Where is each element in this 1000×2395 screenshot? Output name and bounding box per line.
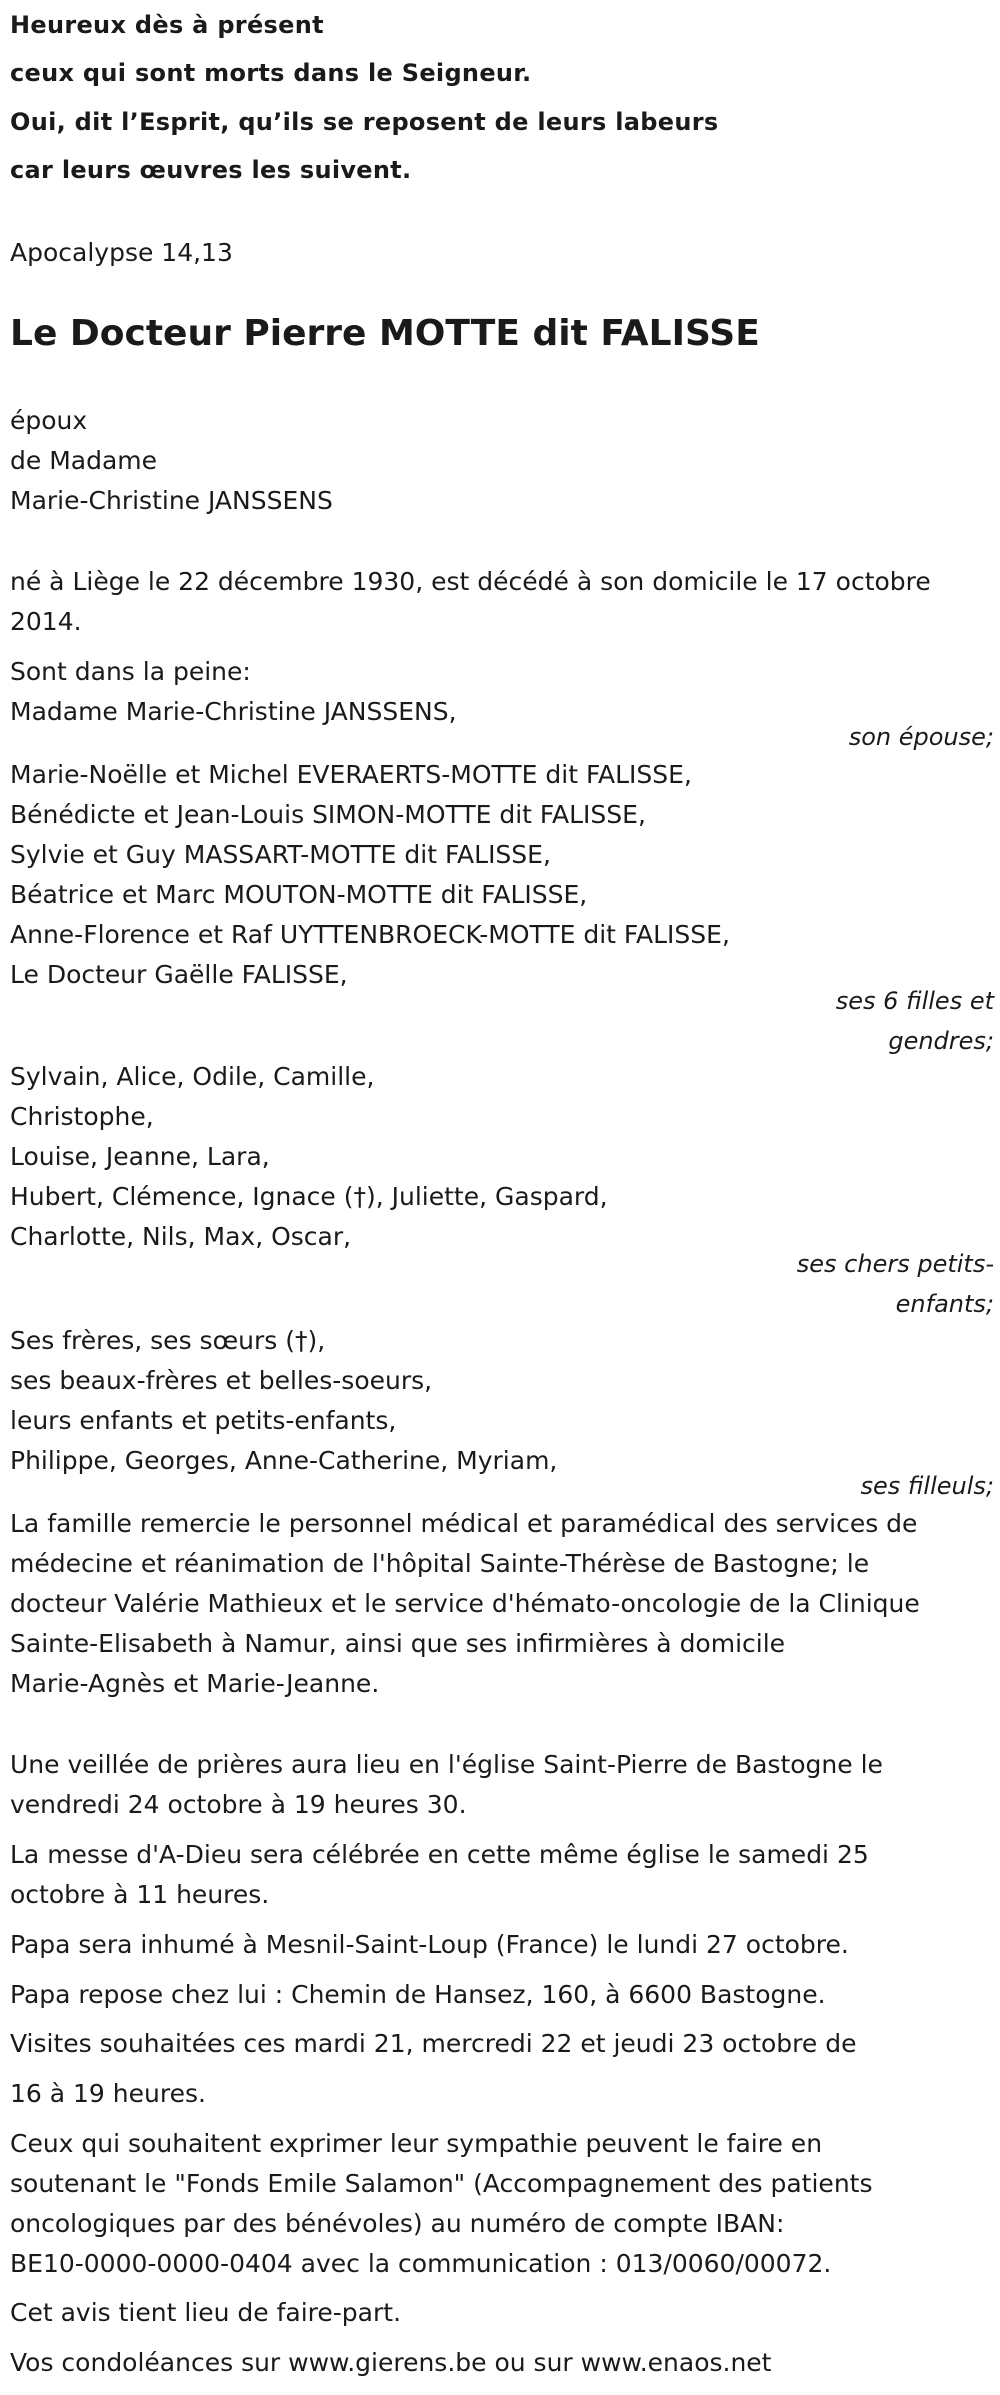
daughter-line: Bénédicte et Jean-Louis SIMON-MOTTE dit FALISSE,	[10, 800, 646, 829]
verse-line: Oui, dit l’Esprit, qu’ils se reposent de leurs labeurs	[10, 108, 719, 136]
siblings-line: Ses frères, ses sœurs (†),	[10, 1326, 326, 1355]
verse-line: car leurs œuvres les suivent.	[10, 156, 412, 184]
grandchildren-line: Sylvain, Alice, Odile, Camille,	[10, 1062, 375, 1091]
siblings-line: leurs enfants et petits-enfants,	[10, 1406, 397, 1435]
siblings-line: ses beaux-frères et belles-soeurs,	[10, 1366, 433, 1395]
spouse-line: époux	[10, 406, 88, 435]
grandchildren-role: ses chers petits-	[796, 1250, 994, 1278]
daughter-line: Le Docteur Gaëlle FALISSE,	[10, 960, 348, 989]
visits-line: 16 à 19 heures.	[10, 2079, 206, 2108]
thanks-line: La famille remercie le personnel médical et paramédical des services de	[10, 1509, 918, 1538]
wife-role: son épouse;	[848, 723, 994, 751]
daughter-line: Anne-Florence et Raf UYTTENBROECK-MOTTE dit FALISSE,	[10, 920, 730, 949]
grandchildren-line: Hubert, Clémence, Ignace (†), Juliette, Gaspard,	[10, 1182, 608, 1211]
donation-line: oncologiques par des bénévoles) au numéro de compte IBAN:	[10, 2209, 785, 2238]
daughters-role: gendres;	[888, 1027, 994, 1055]
daughter-line: Sylvie et Guy MASSART-MOTTE dit FALISSE,	[10, 840, 551, 869]
scripture-reference: Apocalypse 14,13	[10, 238, 233, 267]
verse-line: ceux qui sont morts dans le Seigneur.	[10, 59, 532, 87]
deceased-name: Le Docteur Pierre MOTTE dit FALISSE	[10, 313, 760, 354]
rest-line: Papa repose chez lui : Chemin de Hansez, 160, à 6600 Bastogne.	[10, 1980, 826, 2009]
birth-death-line: né à Liège le 22 décembre 1930, est décédé à son domicile le 17 octobre	[10, 567, 931, 596]
verse-line: Heureux dès à présent	[10, 11, 324, 39]
wife-name: Madame Marie-Christine JANSSENS,	[10, 697, 457, 726]
grandchildren-line: Christophe,	[10, 1102, 154, 1131]
donation-line: soutenant le "Fonds Emile Salamon" (Accompagnement des patients	[10, 2169, 873, 2198]
notice-line: Cet avis tient lieu de faire-part.	[10, 2298, 402, 2327]
vigil-line: vendredi 24 octobre à 19 heures 30.	[10, 1790, 467, 1819]
mass-line: La messe d'A-Dieu sera célébrée en cette même église le samedi 25	[10, 1840, 869, 1869]
vigil-line: Une veillée de prières aura lieu en l'église Saint-Pierre de Bastogne le	[10, 1750, 883, 1779]
daughter-line: Marie-Noëlle et Michel EVERAERTS-MOTTE dit FALISSE,	[10, 760, 692, 789]
godchildren-role: ses filleuls;	[860, 1472, 994, 1500]
thanks-line: médecine et réanimation de l'hôpital Sainte-Thérèse de Bastogne; le	[10, 1549, 870, 1578]
spouse-line: de Madame	[10, 446, 158, 475]
spouse-line: Marie-Christine JANSSENS	[10, 486, 333, 515]
grandchildren-line: Charlotte, Nils, Max, Oscar,	[10, 1222, 352, 1251]
grandchildren-role: enfants;	[895, 1290, 994, 1318]
grandchildren-line: Louise, Jeanne, Lara,	[10, 1142, 270, 1171]
condolences-line: Vos condoléances sur www.gierens.be ou sur www.enaos.net	[10, 2348, 772, 2377]
daughters-role: ses 6 filles et	[835, 987, 994, 1015]
mass-line: octobre à 11 heures.	[10, 1880, 270, 1909]
thanks-line: Marie-Agnès et Marie-Jeanne.	[10, 1669, 380, 1698]
thanks-line: docteur Valérie Mathieux et le service d'hémato-oncologie de la Clinique	[10, 1589, 920, 1618]
thanks-line: Sainte-Elisabeth à Namur, ainsi que ses infirmières à domicile	[10, 1629, 786, 1658]
visits-line: Visites souhaitées ces mardi 21, mercredi 22 et jeudi 23 octobre de	[10, 2029, 857, 2058]
donation-line: Ceux qui souhaitent exprimer leur sympathie peuvent le faire en	[10, 2129, 823, 2158]
godchildren-names: Philippe, Georges, Anne-Catherine, Myriam,	[10, 1446, 558, 1475]
donation-line: BE10-0000-0000-0404 avec la communication : 013/0060/00072.	[10, 2249, 832, 2278]
birth-death-line: 2014.	[10, 607, 82, 636]
burial-line: Papa sera inhumé à Mesnil-Saint-Loup (France) le lundi 27 octobre.	[10, 1930, 849, 1959]
daughter-line: Béatrice et Marc MOUTON-MOTTE dit FALISSE,	[10, 880, 588, 909]
mourners-intro: Sont dans la peine:	[10, 657, 251, 686]
